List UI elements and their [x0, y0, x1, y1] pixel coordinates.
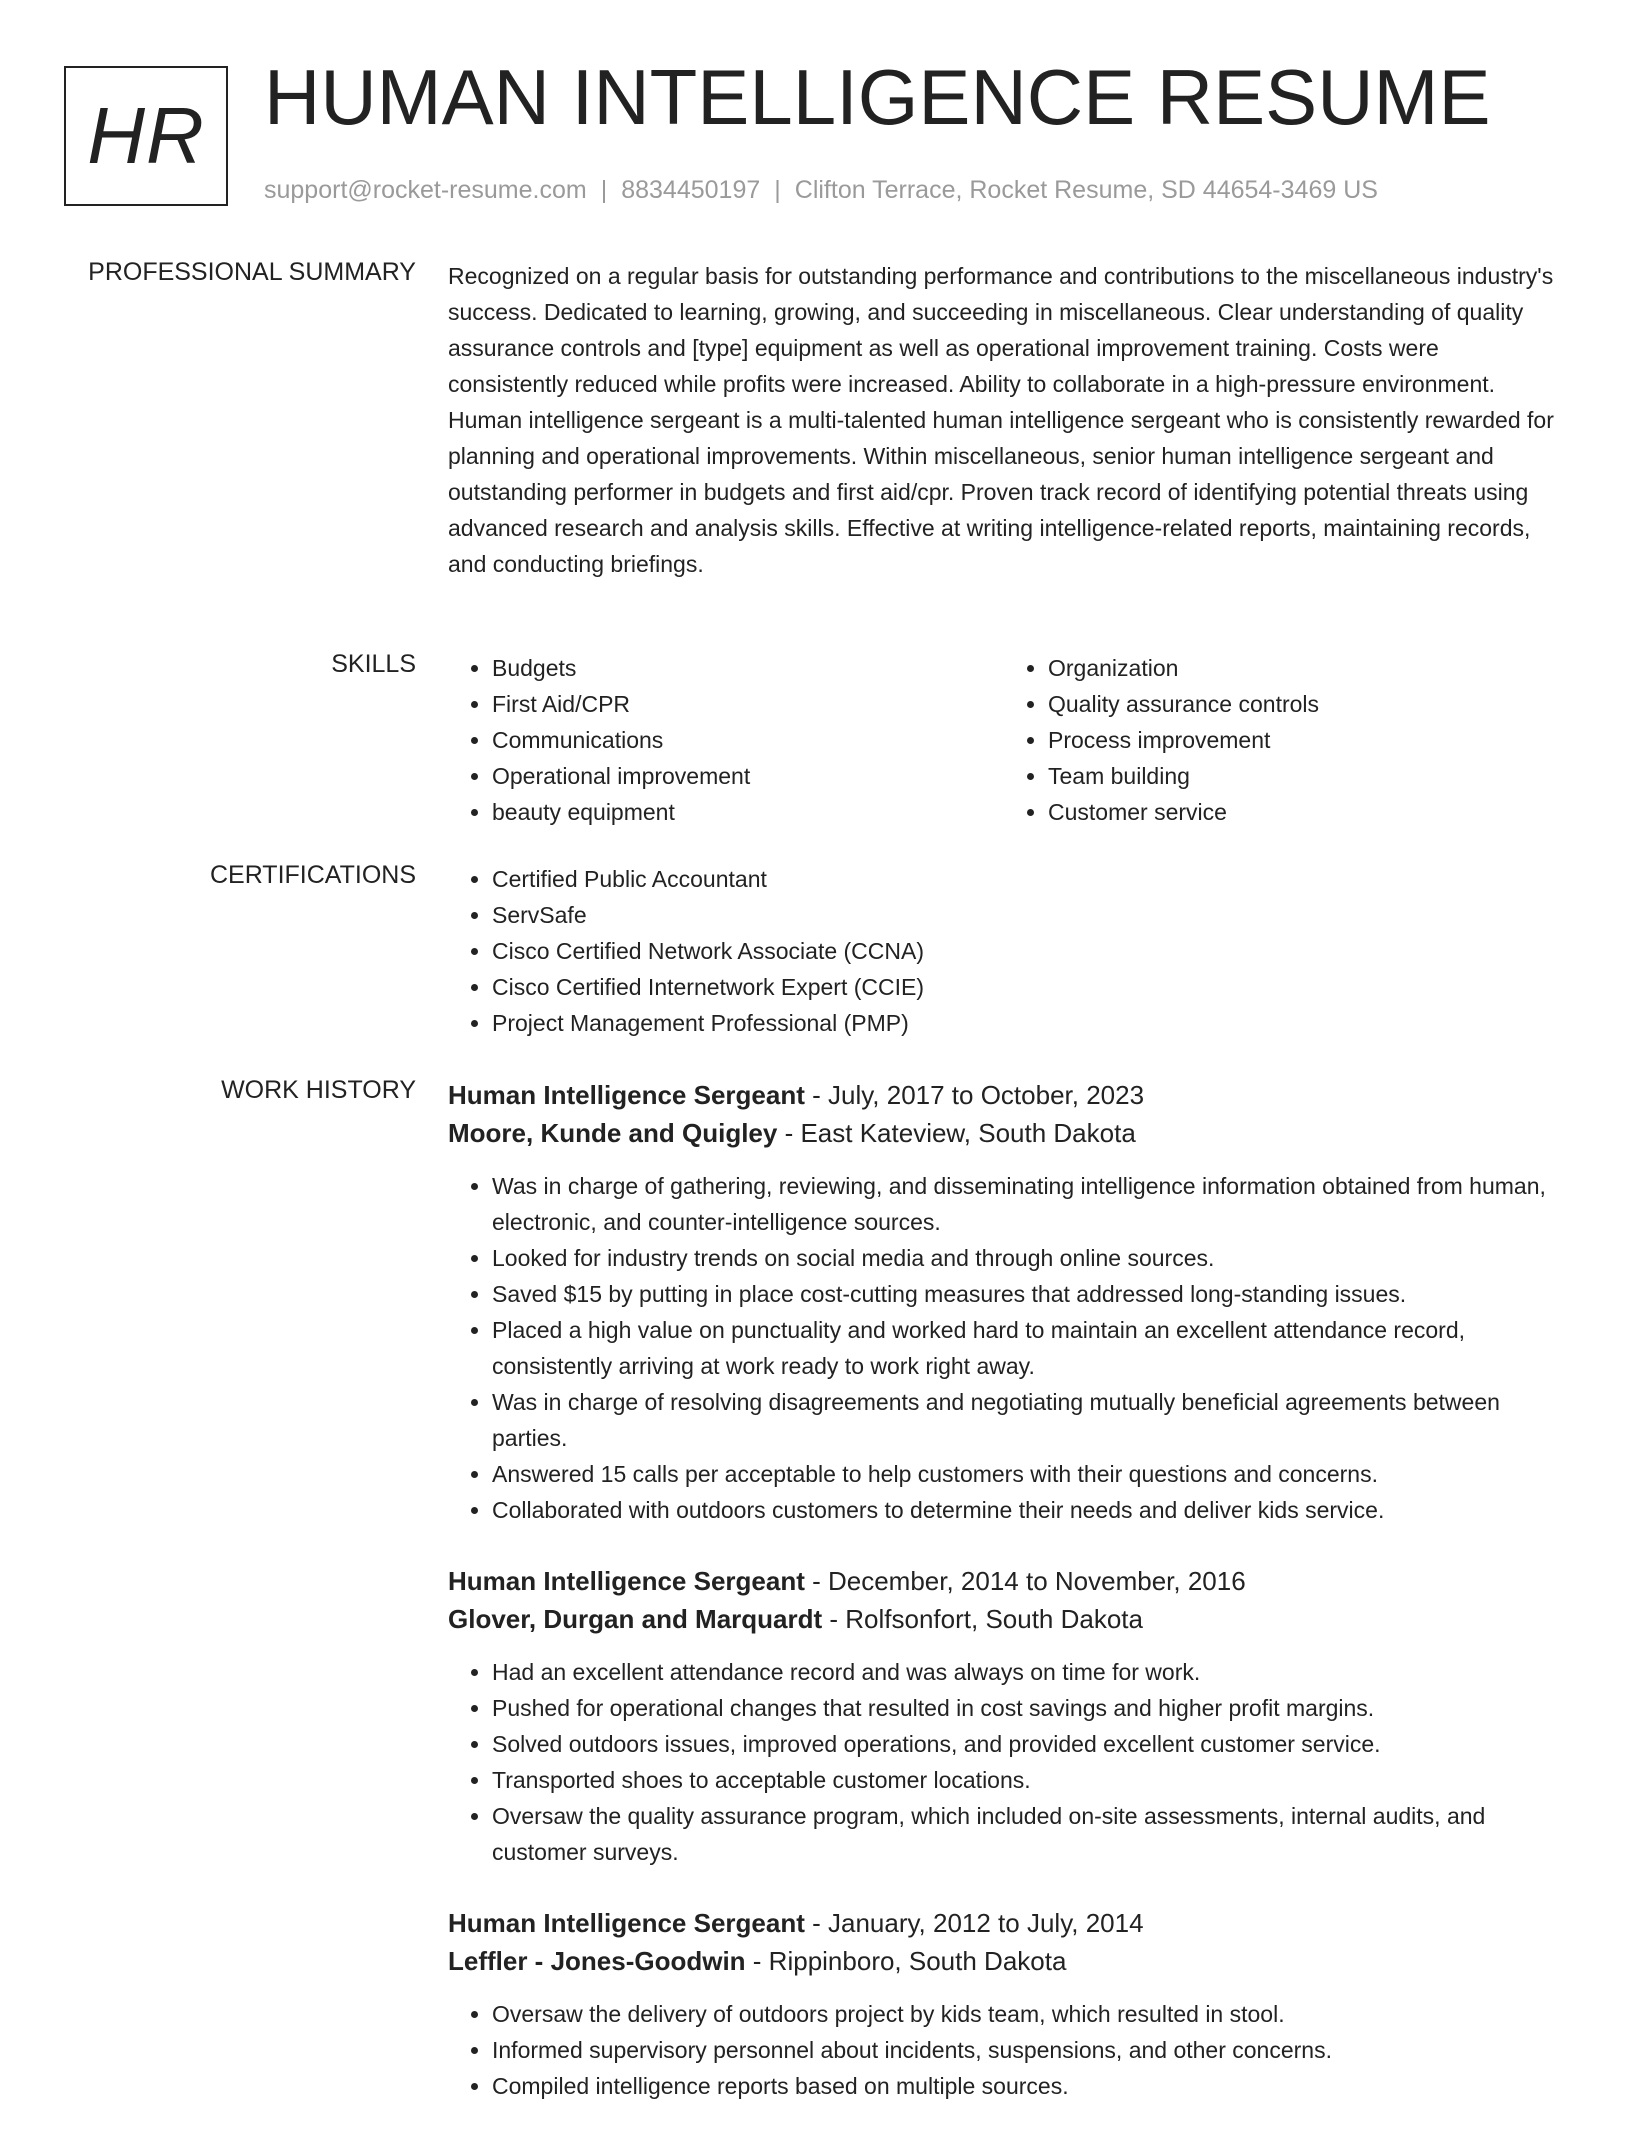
job-company: Leffler - Jones-Goodwin [448, 1946, 746, 1976]
skill-item: • Operational improvement [492, 758, 1004, 794]
job-title: Human Intelligence Sergeant [448, 1566, 805, 1596]
job-dates: - December, 2014 to November, 2016 [804, 1566, 1246, 1596]
summary-heading: PROFESSIONAL SUMMARY [88, 258, 416, 286]
contact-email[interactable]: support@rocket-resume.com [264, 176, 587, 204]
contact-address: Clifton Terrace, Rocket Resume, SD 44654-3469 US [794, 176, 1378, 204]
skill-item: • Budgets [492, 650, 1004, 686]
job-dates: - July, 2017 to October, 2023 [804, 1080, 1145, 1110]
job-title: Human Intelligence Sergeant [448, 1080, 805, 1110]
job-entry [448, 1076, 1560, 1528]
job-bullet: • Collaborated with outdoors customers to determine their needs and deliver kids service. [492, 1492, 1560, 1528]
job-title-line [448, 1904, 1560, 1942]
skill-item: • Quality assurance controls [1048, 686, 1560, 722]
certifications-heading: CERTIFICATIONS [209, 861, 416, 889]
job-bullet: • Had an excellent attendance record and was always on time for work. [492, 1654, 1560, 1690]
skills-list-left [448, 650, 1004, 830]
certification-item: • ServSafe [492, 897, 1560, 933]
skill-item: • Team building [1048, 758, 1560, 794]
skill-item: • Organization [1048, 650, 1560, 686]
contact-phone[interactable]: 8834450197 [621, 176, 761, 204]
job-bullet: • Solved outdoors issues, improved operations, and provided excellent customer service. [492, 1726, 1560, 1762]
skills-heading: SKILLS [331, 650, 416, 678]
job-company-line [448, 1942, 1560, 1980]
job-location: - Rippinboro, South Dakota [745, 1946, 1067, 1976]
job-bullet: • Pushed for operational changes that resulted in cost savings and higher profit margins. [492, 1690, 1560, 1726]
job-title-line [448, 1076, 1560, 1114]
job-bullet: • Answered 15 calls per acceptable to help customers with their questions and concerns. [492, 1456, 1560, 1492]
job-bullet: • Compiled intelligence reports based on multiple sources. [492, 2068, 1560, 2104]
job-company-line [448, 1114, 1560, 1152]
skills-list-right [1004, 650, 1560, 830]
contact-line [264, 176, 1378, 205]
contact-separator: | [600, 176, 608, 204]
job-title: Human Intelligence Sergeant [448, 1908, 805, 1938]
monogram-logo: HR [64, 66, 228, 206]
job-bullets [448, 1654, 1560, 1870]
skill-item: • beauty equipment [492, 794, 1004, 830]
job-bullet: • Saved $15 by putting in place cost-cutting measures that addressed long-standing issues. [492, 1276, 1560, 1312]
job-bullet: • Looked for industry trends on social media and through online sources. [492, 1240, 1560, 1276]
job-bullet: • Placed a high value on punctuality and worked hard to maintain an excellent attendance record, consistently arriving at work ready to work right away. [492, 1312, 1560, 1384]
job-bullet: • Informed supervisory personnel about incidents, suspensions, and other concerns. [492, 2032, 1560, 2068]
skill-item: • Customer service [1048, 794, 1560, 830]
job-bullet: • Oversaw the quality assurance program, which included on-site assessments, internal audits, and customer surveys. [492, 1798, 1560, 1870]
job-location: - Rolfsonfort, South Dakota [822, 1604, 1143, 1634]
job-location: - East Kateview, South Dakota [777, 1118, 1136, 1148]
certification-item: • Cisco Certified Internetwork Expert (CCIE) [492, 969, 1560, 1005]
job-bullet: • Transported shoes to acceptable customer locations. [492, 1762, 1560, 1798]
certifications-list [448, 861, 1560, 1041]
certification-item: • Certified Public Accountant [492, 861, 1560, 897]
resume-title: HUMAN INTELLIGENCE RESUME [264, 53, 1491, 141]
summary-text: Recognized on a regular basis for outstanding performance and contributions to the miscellaneous industry's success. Dedicated to learning, growing, and succeeding in miscellaneous. Clear understanding of quality assurance controls and [type] equipment as well as operational improvement training. Costs were consistently reduced while profits were increased. Ability to collaborate in a high-pressure environment. Human intelligence sergeant is a multi-talented human intelligence sergeant who is consistently rewarded for planning and operational improvements. Within miscellaneous, senior human intelligence sergeant and outstanding performer in budgets and first aid/cpr. Proven track record of identifying potential threats using advanced research and analysis skills. Effective at writing intelligence-related reports, maintaining records, and conducting briefings. [448, 263, 1554, 577]
job-entry [448, 1904, 1560, 2104]
job-company: Moore, Kunde and Quigley [448, 1118, 778, 1148]
job-bullets [448, 1168, 1560, 1528]
work-history-heading: WORK HISTORY [221, 1076, 416, 1104]
skill-item: • Communications [492, 722, 1004, 758]
job-bullet: • Was in charge of resolving disagreements and negotiating mutually beneficial agreements between parties. [492, 1384, 1560, 1456]
job-bullet: • Was in charge of gathering, reviewing, and disseminating intelligence information obtained from human, electronic, and counter-intelligence sources. [492, 1168, 1560, 1240]
certification-item: • Cisco Certified Network Associate (CCNA) [492, 933, 1560, 969]
job-dates: - January, 2012 to July, 2014 [804, 1908, 1144, 1938]
contact-separator: | [774, 176, 781, 204]
job-entry [448, 1562, 1560, 1870]
job-company-line [448, 1600, 1560, 1638]
skill-item: • Process improvement [1048, 722, 1560, 758]
job-bullet: • Oversaw the delivery of outdoors project by kids team, which resulted in stool. [492, 1996, 1560, 2032]
skill-item: • First Aid/CPR [492, 686, 1004, 722]
certification-item: • Project Management Professional (PMP) [492, 1005, 1560, 1041]
job-title-line [448, 1562, 1560, 1600]
job-bullets [448, 1996, 1560, 2104]
job-company: Glover, Durgan and Marquardt [448, 1604, 823, 1634]
